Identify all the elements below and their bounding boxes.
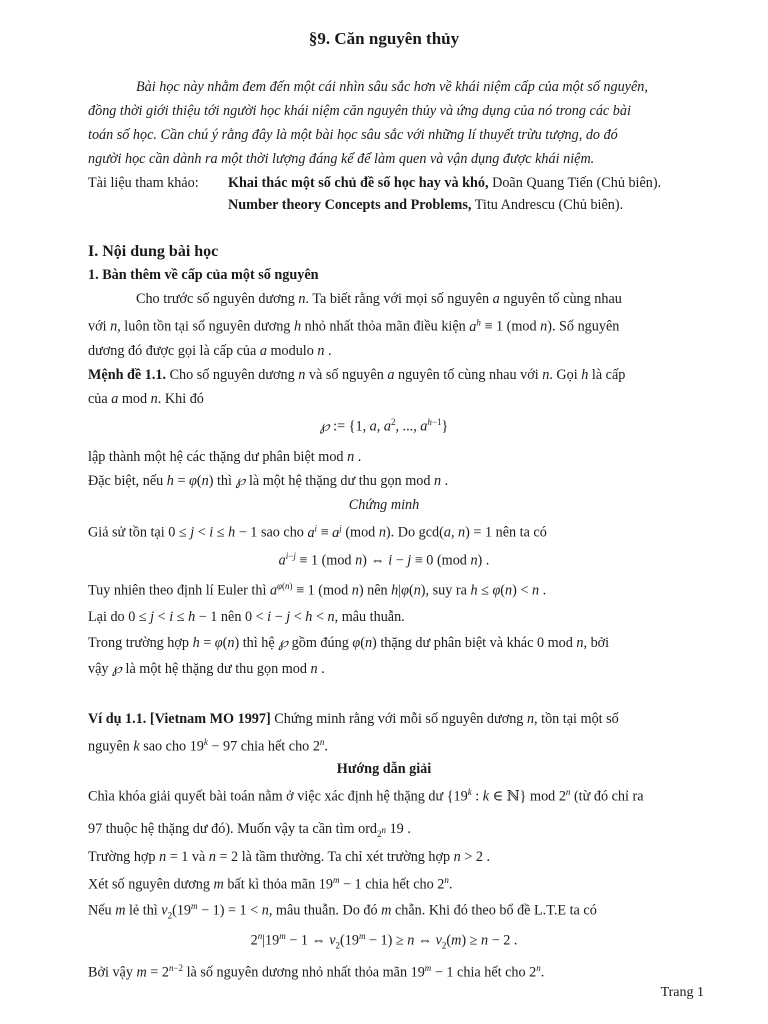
reference-2-title: Number theory Concepts and Problems, (228, 197, 472, 213)
proof-line: Tuy nhiên theo định lí Euler thì $a^{\varphi(n)} \equiv 1$ (mod n) nên h|φ(n), suy ra h ≤ φ(n) < n . (88, 581, 547, 599)
solution-line: Bởi vậy $m = 2^{n-2}$ là số nguyên dương nhỏ nhất thỏa mãn $19^m - 1$ chia hết cho 2$^n$. (88, 963, 545, 981)
references-label: Tài liệu tham khảo: (88, 175, 199, 191)
proof-line: Lại do 0 ≤ j < i ≤ h − 1 nên 0 < i − j < h < n, mâu thuẫn. (88, 609, 405, 625)
reference-1-title: Khai thác một số chủ đề số học hay và khó, (228, 175, 489, 191)
proof-line: vậy ℘ là một hệ thặng dư thu gọn mod n . (88, 661, 325, 677)
intro-line-3: toán số học. Cần chú ý rằng đây là một bài học sâu sắc với những lí thuyết trừu tượng, do đó (88, 127, 618, 143)
reference-1-author: Doãn Quang Tiến (Chủ biên). (488, 175, 662, 191)
reference-2 (228, 198, 623, 212)
paragraph-line: Đặc biệt, nếu h = φ(n) thì ℘ là một hệ thặng dư thu gọn mod n . (88, 473, 449, 489)
example-line: nguyên k sao cho $19^k - 97$ chia hết cho 2$^n$. (88, 737, 328, 755)
proof-line: Giả sử tồn tại 0 ≤ j < i ≤ h − 1 sao cho $a^i \equiv a^j$ (mod n). Do gcd(a, n) = 1 nên ta có (88, 523, 547, 541)
section-heading: I. Nội dung bài học (88, 243, 219, 260)
solution-line: Xét số nguyên dương m bất kì thỏa mãn $19^m - 1$ chia hết cho 2$^n$. (88, 875, 453, 893)
formula-set: ℘ := {1, a, $a^2$, ..., $a^{h-1}$} (319, 417, 449, 435)
reference-2-author: Titu Andrescu (Chủ biên). (471, 197, 624, 213)
example-line: Ví dụ 1.1. [Vietnam MO 1997] Chứng minh rằng với mỗi số nguyên dương n, tồn tại một số (88, 711, 619, 727)
intro-line-2: đồng thời giới thiệu tới người học khái niệm căn nguyên thủy và ứng dụng của nó trong các bài (88, 103, 631, 119)
solution-line: 97 thuộc hệ thặng dư đó). Muốn vậy ta cần tìm ord$_{2^n}$ 19 . (88, 821, 411, 839)
solution-line: Trường hợp n = 1 và n = 2 là tầm thường. Ta chỉ xét trường hợp n > 2 . (88, 849, 491, 865)
page-number: Trang 1 (660, 985, 704, 1000)
subsection-heading: 1. Bàn thêm về cấp của một số nguyên (88, 267, 319, 283)
paragraph-line: dương đó được gọi là cấp của a modulo n . (88, 343, 332, 359)
formula-line: $2^n|19^m - 1$ ⇔ $v_2(19^m - 1) \ge n$ ⇔ $v_2(m) \ge n - 2$ . (250, 931, 518, 951)
proof-heading: Chứng minh (348, 497, 420, 513)
paragraph-line: lập thành một hệ các thặng dư phân biệt mod n . (88, 449, 362, 465)
paragraph-line: Cho trước số nguyên dương n. Ta biết rằng với mọi số nguyên a nguyên tố cùng nhau (136, 291, 622, 307)
reference-1 (228, 176, 661, 190)
formula-line: $a^{i-j} \equiv 1$ (mod n) ⇔ i − j ≡ 0 (mod n) . (278, 551, 490, 569)
proposition-line: của a mod n. Khi đó (88, 391, 204, 407)
intro-line-1: Bài học này nhằm đem đến một cái nhìn sâu sắc hơn về khái niệm cấp của một số nguyên, (136, 79, 648, 95)
proof-line: Trong trường hợp h = φ(n) thì hệ ℘ gồm đúng φ(n) thặng dư phân biệt và khác 0 mod n, bởi (88, 635, 610, 651)
solution-line: Chìa khóa giải quyết bài toán nằm ở việc xác định hệ thặng dư {19$^k$ : k ∈ ℕ} mod 2$^n$ (từ đó chỉ ra (88, 787, 644, 805)
intro-line-4: người học cần dành ra một thời lượng đáng kể để làm quen và vận dụng được khái niệm. (88, 151, 595, 167)
proposition-line: Mệnh đề 1.1. Cho số nguyên dương n và số nguyên a nguyên tố cùng nhau với n. Gọi h là cấp (88, 367, 626, 383)
page-title: §9. Căn nguyên thủy (308, 29, 460, 48)
paragraph-line: với n, luôn tồn tại số nguyên dương h nhỏ nhất thỏa mãn điều kiện $a^h \equiv 1$ (mod n). Số nguyên (88, 317, 620, 335)
guide-heading: Hướng dẫn giải (336, 761, 432, 777)
solution-line: Nếu m lẻ thì $v_2(19^m - 1) = 1 < n$, mâu thuẫn. Do đó m chẵn. Khi đó theo bổ đề L.T.E ta có (88, 901, 597, 921)
